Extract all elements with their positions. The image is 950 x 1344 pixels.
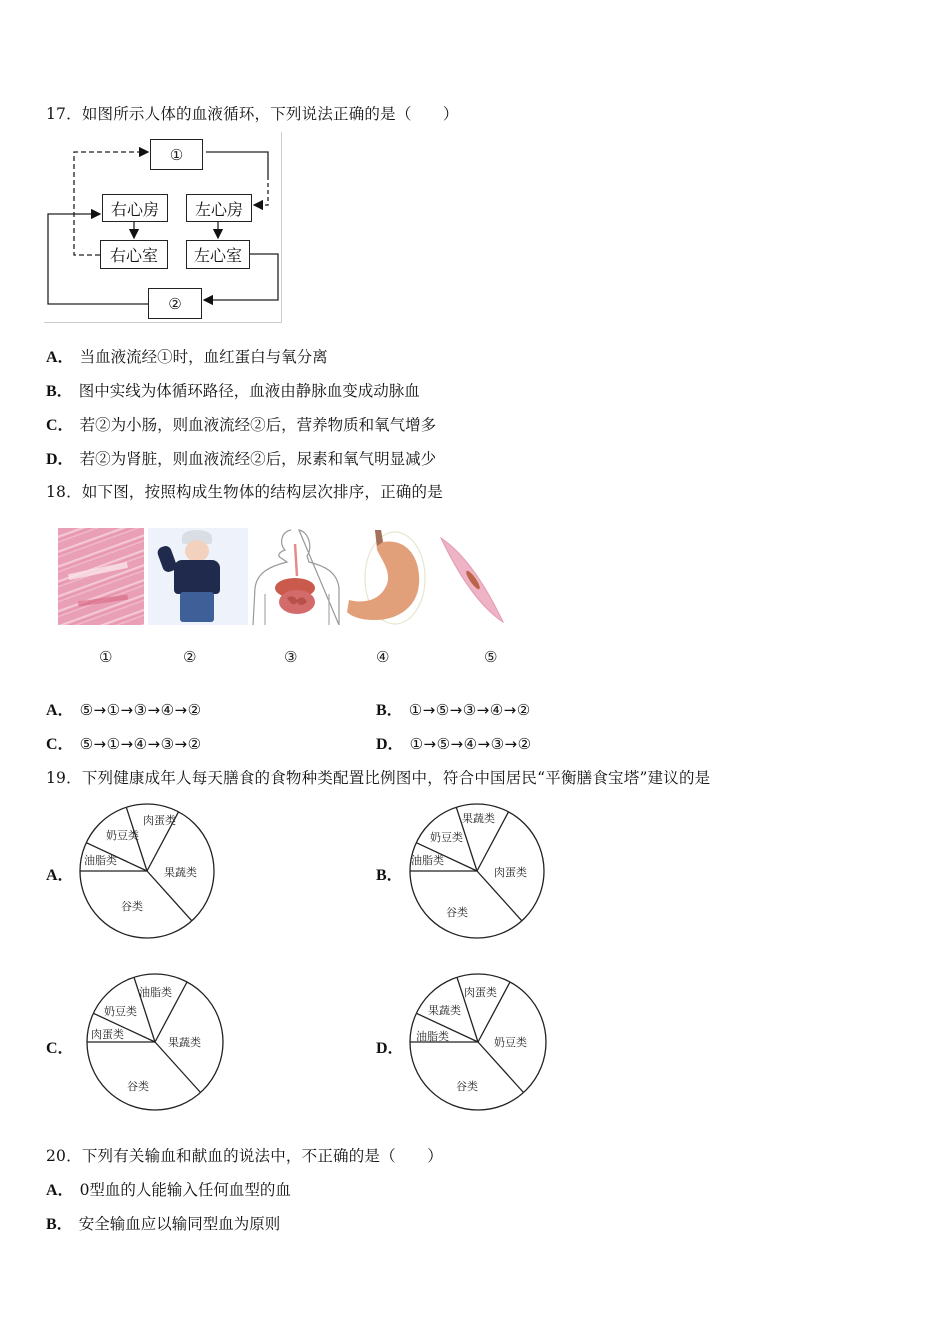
pie-b-label-fruit-veg: 果蔬类	[462, 812, 495, 825]
option-letter: D．	[46, 451, 74, 468]
q19-option-c[interactable]	[46, 1035, 80, 1058]
option-letter: A．	[46, 349, 74, 366]
box1-label: ①	[169, 145, 184, 164]
option-letter: B．	[46, 1216, 73, 1233]
pie-b-label-dairy-bean: 奶豆类	[430, 831, 463, 844]
option-text: ①→⑤→③→④→②	[408, 701, 531, 719]
option-text: ①→⑤→④→③→②	[409, 735, 532, 753]
q19-option-d[interactable]	[376, 1035, 410, 1058]
digestive-system-drawing	[251, 528, 343, 625]
right-atrium-box	[102, 194, 168, 222]
question-19-stem: 19．下列健康成年人每天膳食的食物种类配置比例图中，符合中国居民“平衡膳食宝塔”建议的是	[46, 769, 711, 787]
option-letter: D．	[376, 1040, 404, 1057]
pie-b-label-oil: 油脂类	[411, 854, 444, 867]
option-letter: B．	[46, 383, 73, 400]
left-ventricle-box	[186, 240, 250, 269]
raised-arm-shape	[156, 544, 178, 573]
option-letter: C．	[46, 1040, 74, 1057]
left-ventricle-label: 左心室	[193, 246, 242, 265]
image-number-5: ⑤	[484, 648, 498, 666]
pie-d-label-dairy-bean: 奶豆类	[494, 1036, 527, 1049]
option-text: 若②为小肠，则血液流经②后，营养物质和氧气增多	[79, 416, 437, 434]
pie-b-label-grain: 谷类	[446, 906, 468, 919]
option-text: 当血液流经①时，血红蛋白与氧分离	[79, 348, 328, 366]
q17-option-c[interactable]	[46, 412, 436, 435]
image-number-1: ①	[99, 648, 113, 666]
option-letter: B．	[376, 867, 403, 884]
option-letter: A．	[46, 1182, 74, 1199]
option-letter: D．	[376, 736, 404, 753]
q18-option-c[interactable]	[46, 731, 202, 754]
q20-option-b[interactable]	[46, 1211, 280, 1234]
pie-b-label-meat-egg: 肉蛋类	[494, 866, 527, 879]
q20-option-a[interactable]	[46, 1177, 291, 1200]
jeans-shape	[180, 592, 214, 622]
q18-option-b[interactable]	[376, 697, 531, 720]
pie-chart-d	[408, 972, 550, 1114]
pie-a-label-grain: 谷类	[121, 900, 143, 913]
option-text: ⑤→①→④→③→②	[79, 735, 202, 753]
left-atrium-box	[186, 194, 252, 222]
pie-a-label-meat-egg-line1: 肉蛋类	[143, 814, 176, 827]
pie-a-label-fruit-veg: 果蔬类	[164, 866, 197, 879]
option-letter: C．	[46, 736, 74, 753]
pie-chart-b	[408, 802, 548, 942]
option-letter: C．	[46, 417, 74, 434]
pie-d-label-meat-egg: 肉蛋类	[464, 986, 497, 999]
pie-c-label-meat-egg: 肉蛋类	[91, 1028, 124, 1041]
pie-d-label-oil: 油脂类	[416, 1030, 449, 1043]
option-letter: B．	[376, 702, 403, 719]
tissue-streak	[68, 562, 128, 580]
pie-a-label-dairy-bean: 奶豆类	[106, 829, 139, 842]
q18-option-d[interactable]	[376, 731, 532, 754]
diagram-box-1	[150, 139, 203, 170]
muscle-tissue-image	[58, 528, 144, 625]
image-number-4: ④	[376, 648, 390, 666]
stomach-drawing	[345, 528, 427, 625]
q19-option-b[interactable]	[376, 862, 409, 885]
right-ventricle-label: 右心室	[109, 246, 158, 265]
child-image	[148, 528, 248, 625]
q19-option-a[interactable]	[46, 862, 80, 885]
muscle-cell-image	[435, 534, 507, 626]
diagram-box-2	[148, 288, 202, 319]
digestive-system-image	[251, 528, 343, 625]
tissue-streak	[78, 595, 128, 607]
q17-option-b[interactable]	[46, 378, 420, 401]
question-17-stem: 17．如图所示人体的血液循环，下列说法正确的是（ ）	[46, 105, 459, 123]
image-number-3: ③	[284, 648, 298, 666]
circulation-diagram	[44, 132, 282, 323]
right-ventricle-box	[100, 240, 168, 269]
q17-option-d[interactable]	[46, 446, 436, 469]
q17-option-a[interactable]	[46, 344, 328, 367]
pie-d-label-grain: 谷类	[456, 1080, 478, 1093]
right-atrium-label: 右心房	[110, 199, 159, 219]
pie-d-label-fruit-veg: 果蔬类	[428, 1004, 461, 1017]
left-atrium-label: 左心房	[194, 199, 243, 219]
pie-chart-a	[78, 802, 218, 942]
pie-c-label-fruit-veg: 果蔬类	[168, 1036, 201, 1049]
pie-c-label-dairy-bean: 奶豆类	[104, 1005, 137, 1018]
option-text: 安全输血应以输同型血为原则	[78, 1215, 281, 1233]
question-20-stem: 20．下列有关输血和献血的说法中，不正确的是（ ）	[46, 1147, 443, 1165]
box2-label: ②	[168, 294, 182, 313]
jacket-shape	[174, 560, 220, 594]
pie-c-label-grain: 谷类	[127, 1080, 149, 1093]
stomach-image	[345, 528, 427, 625]
option-text: 0型血的人能输入任何血型的血	[79, 1181, 291, 1199]
image-number-2: ②	[183, 648, 197, 666]
face-shape	[185, 540, 209, 562]
option-letter: A．	[46, 867, 74, 884]
muscle-cell-drawing	[435, 534, 507, 626]
pie-chart-c	[85, 972, 225, 1114]
option-letter: A．	[46, 702, 74, 719]
option-text: ⑤→①→③→④→②	[79, 701, 202, 719]
q18-option-a[interactable]	[46, 697, 202, 720]
pie-c-label-oil: 油脂类	[139, 986, 172, 999]
option-text: 若②为肾脏，则血液流经②后，尿素和氧气明显减少	[79, 450, 437, 468]
option-text: 图中实线为体循环路径，血液由静脉血变成动脉血	[78, 382, 420, 400]
pie-a-label-oil: 油脂类	[84, 854, 117, 867]
question-18-stem: 18．如下图，按照构成生物体的结构层次排序，正确的是	[46, 483, 443, 501]
